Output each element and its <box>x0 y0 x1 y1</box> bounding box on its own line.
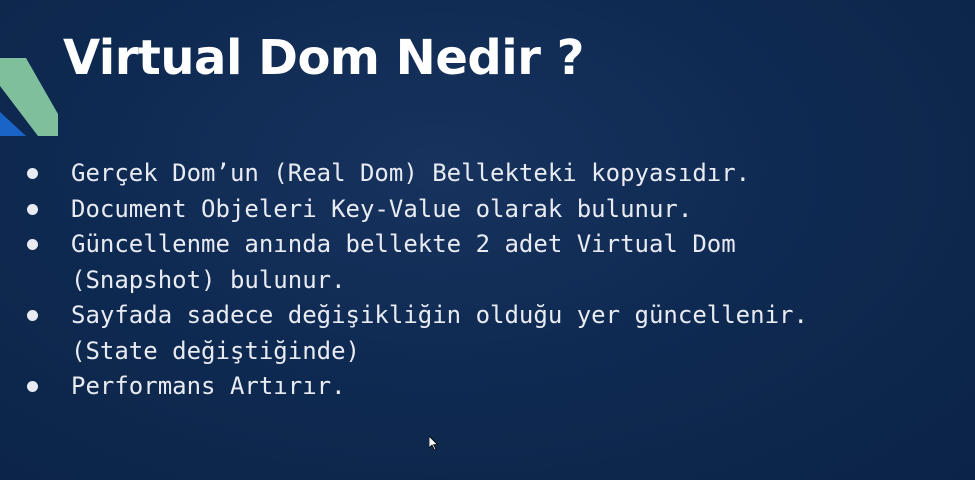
bullet-item <box>0 298 808 369</box>
bullet-dot-icon <box>27 168 38 179</box>
bullet-text-continuation: (State değiştiğinde) <box>71 336 360 365</box>
slide-title: Virtual Dom Nedir ? <box>63 30 584 86</box>
bullet-text: Performans Artırır. <box>71 372 346 400</box>
bullet-item <box>0 192 808 228</box>
mouse-cursor-icon <box>429 436 439 452</box>
bullet-dot-icon <box>27 239 38 250</box>
bullet-dot-icon <box>27 204 38 215</box>
bullet-list <box>0 156 808 405</box>
bullet-text: Güncellenme anında bellekte 2 adet Virtual Dom <box>71 230 736 258</box>
accent-shape-icon <box>0 58 70 158</box>
bullet-dot-icon <box>27 381 38 392</box>
accent-blue-triangle <box>0 112 26 136</box>
bullet-item <box>0 156 808 192</box>
bullet-item <box>0 227 808 298</box>
bullet-text-continuation: (Snapshot) bulunur. <box>71 265 346 294</box>
bullet-text: Sayfada sadece değişikliğin olduğu yer güncellenir. <box>71 301 808 329</box>
bullet-text: Document Objeleri Key-Value olarak bulunur. <box>71 194 693 223</box>
bullet-item <box>0 369 808 405</box>
bullet-text: Gerçek Dom’un (Real Dom) Bellekteki kopyasıdır. <box>71 159 751 187</box>
bullet-dot-icon <box>27 310 38 321</box>
